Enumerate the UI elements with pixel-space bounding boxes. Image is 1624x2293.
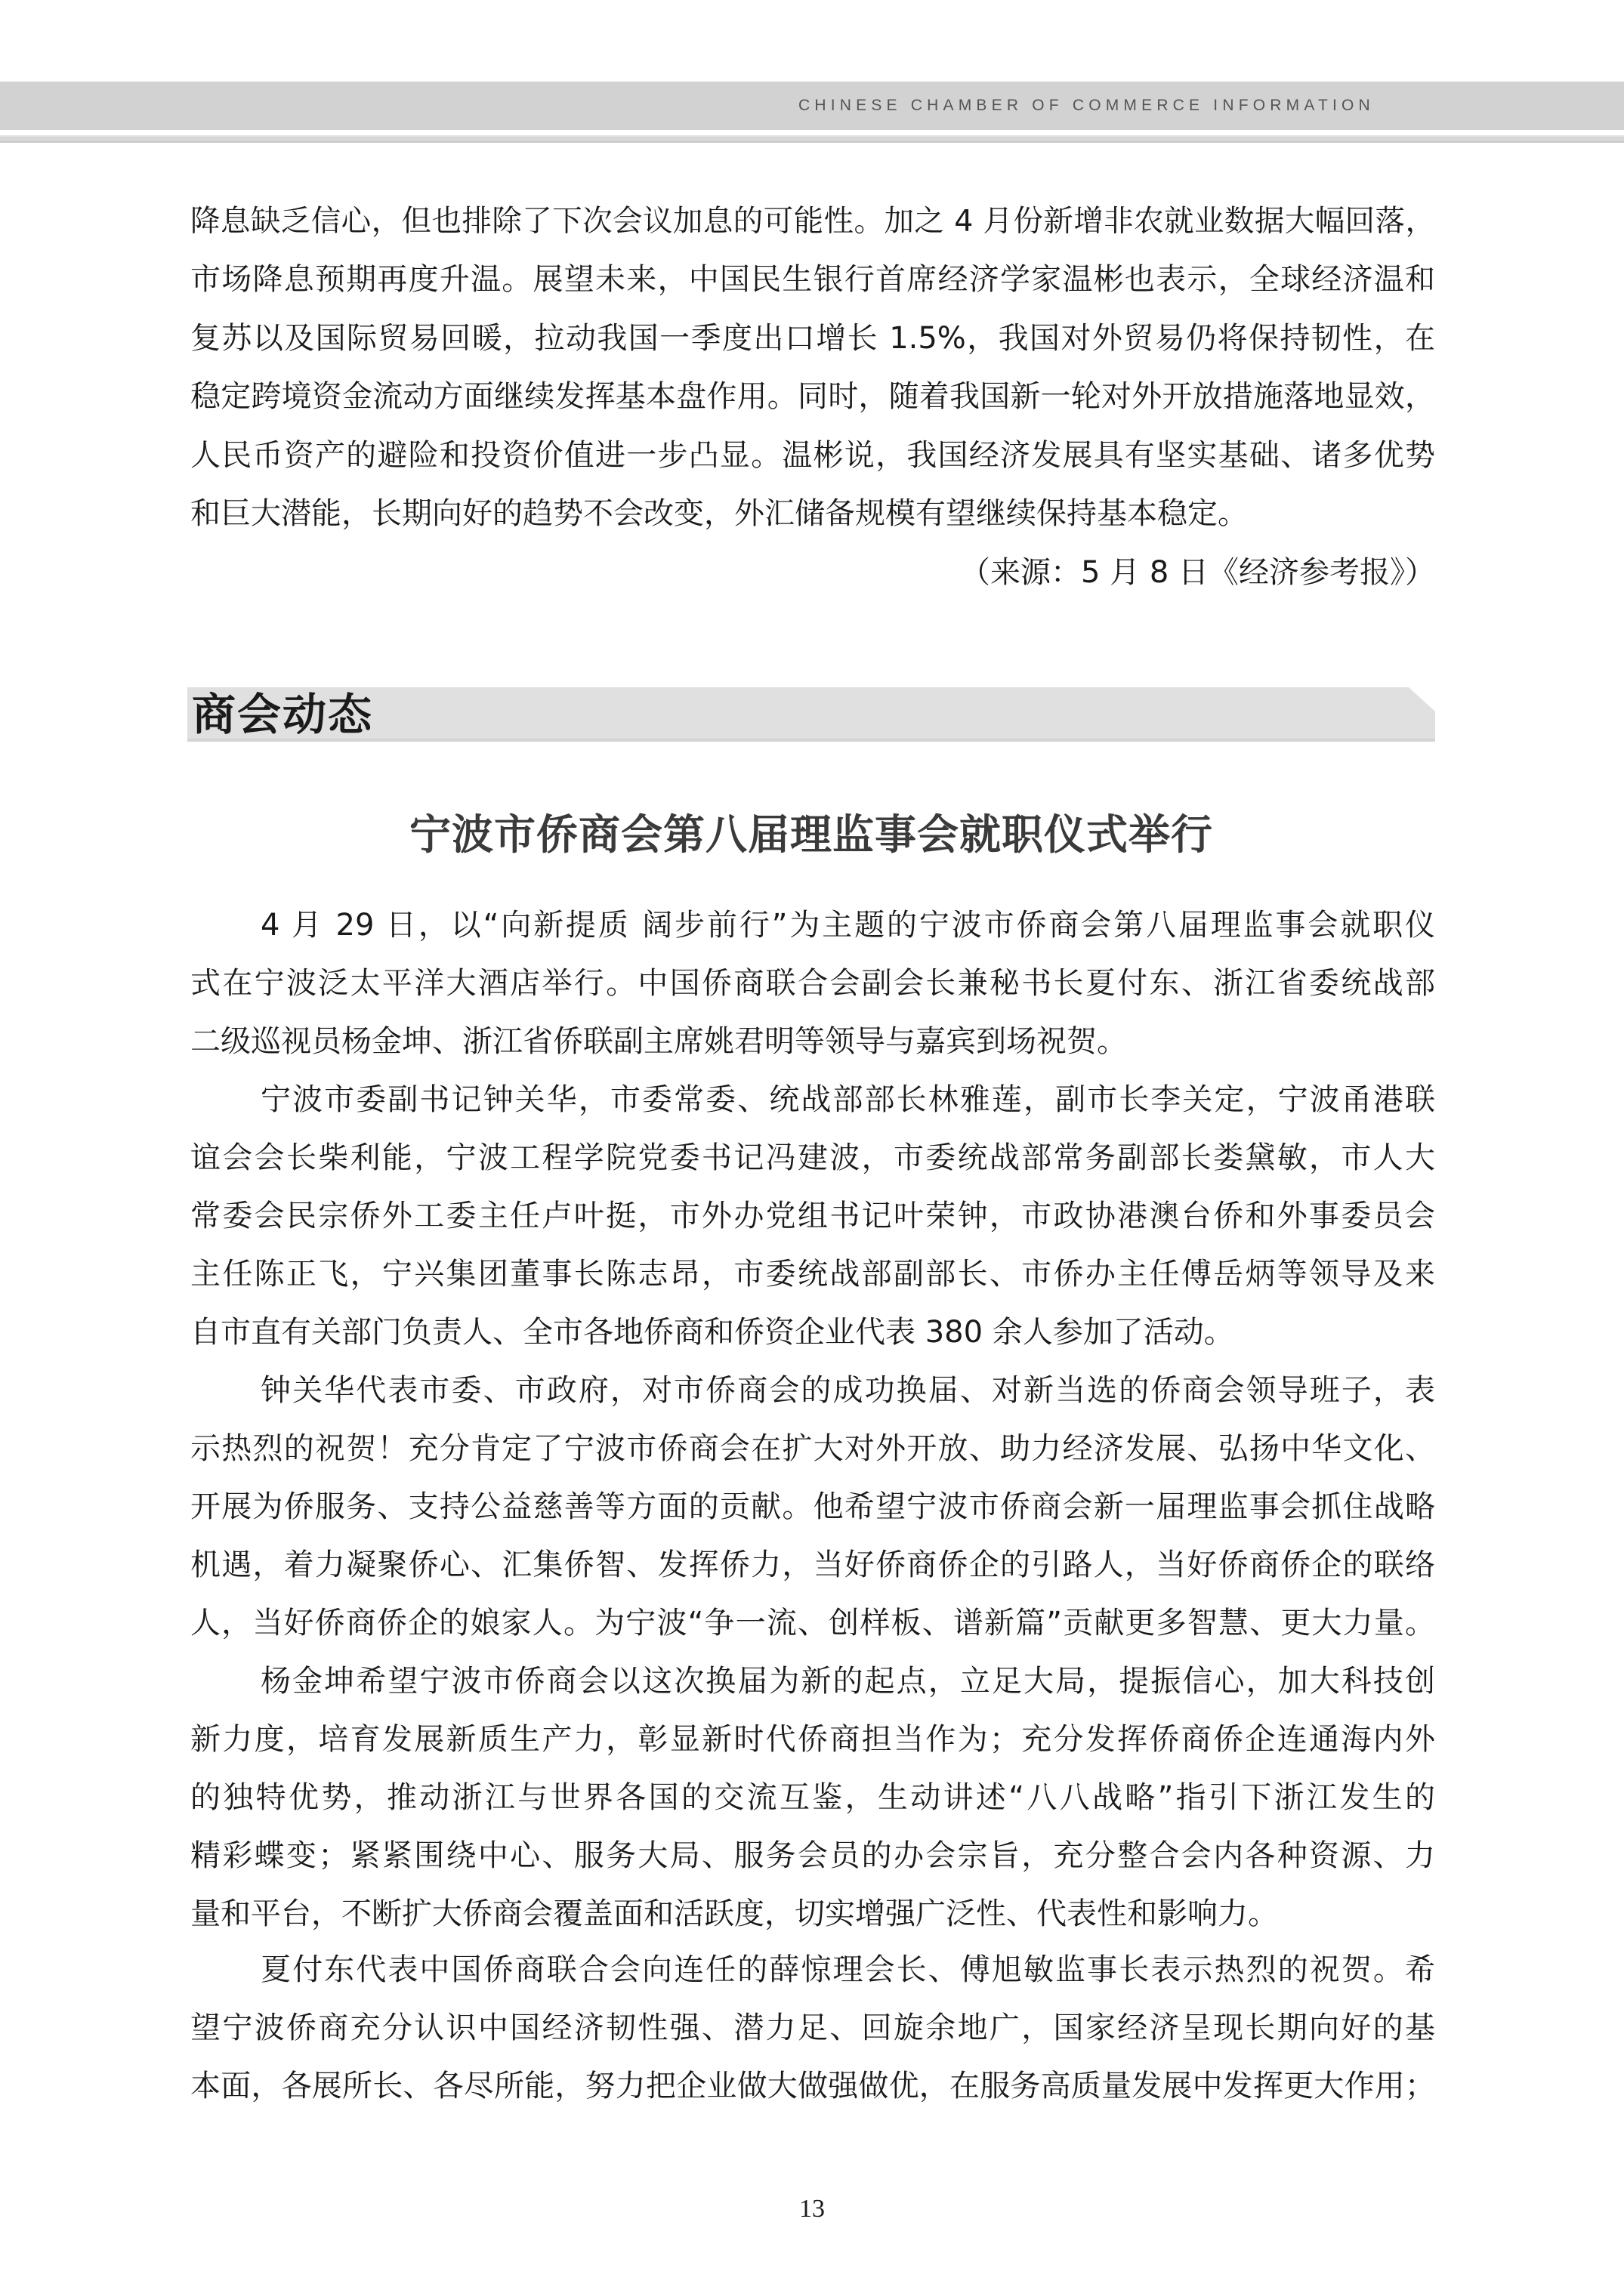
text-line: 降息缺乏信心，但也排除了下次会议加息的可能性。加之 4 月份新增非农就业数据大幅回落， (190, 204, 1435, 239)
text-line: 稳定跨境资金流动方面继续发挥基本盘作用。同时，随着我国新一轮对外开放措施落地显效， (190, 379, 1435, 414)
paragraph-line: 量和平台，不断扩大侨商会覆盖面和活跃度，切实增强广泛性、代表性和影响力。 (190, 1896, 1278, 1931)
paragraph-line: 钟关华代表市委、市政府，对市侨商会的成功换届、对新当选的侨商会领导班子，表 (261, 1373, 1435, 1408)
section-title: 商会动态 (192, 689, 374, 740)
paragraph-line: 示热烈的祝贺！充分肯定了宁波市侨商会在扩大对外开放、助力经济发展、弘扬中华文化、 (190, 1431, 1435, 1466)
paragraph-line: 人，当好侨商侨企的娘家人。为宁波“争一流、创样板、谱新篇”贡献更多智慧、更大力量。 (190, 1606, 1435, 1640)
paragraph-line: 开展为侨服务、支持公益慈善等方面的贡献。他希望宁波市侨商会新一届理监事会抓住战略 (190, 1489, 1435, 1524)
paragraph-line: 本面，各展所长、各尽所能，努力把企业做大做强做优，在服务高质量发展中发挥更大作用； (190, 2069, 1435, 2103)
page-number: 13 (799, 2195, 825, 2223)
paragraph-line: 二级巡视员杨金坤、浙江省侨联副主席姚君明等领导与嘉宾到场祝贺。 (190, 1024, 1127, 1059)
paragraph-line: 望宁波侨商充分认识中国经济韧性强、潜力足、回旋余地广，国家经济呈现长期向好的基 (190, 2011, 1435, 2045)
running-header-title: CHINESE CHAMBER OF COMMERCE INFORMATION (798, 97, 1375, 114)
paragraph-line: 夏付东代表中国侨商联合会向连任的薛惊理会长、傅旭敏监事长表示热烈的祝贺。希 (261, 1952, 1435, 1987)
paragraph-line: 4 月 29 日，以“向新提质 阔步前行”为主题的宁波市侨商会第八届理监事会就职仪 (261, 908, 1435, 943)
paragraph-line: 机遇，着力凝聚侨心、汇集侨智、发挥侨力，当好侨商侨企的引路人，当好侨商侨企的联络 (190, 1548, 1435, 1582)
paragraph-line: 式在宁波泛太平洋大酒店举行。中国侨商联合会副会长兼秘书长夏付东、浙江省委统战部 (190, 966, 1435, 1001)
article-source: （来源：5 月 8 日《经济参考报》） (959, 555, 1435, 590)
article-title: 宁波市侨商会第八届理监事会就职仪式举行 (409, 810, 1213, 859)
paragraph-line: 主任陈正飞，宁兴集团董事长陈志昂，市委统战部副部长、市侨办主任傅岳炳等领导及来 (190, 1257, 1435, 1292)
section-header-bar-edge (187, 739, 1435, 742)
section-header-bar (187, 687, 1435, 742)
text-line: 人民币资产的避险和投资价值进一步凸显。温彬说，我国经济发展具有坚实基础、诸多优势 (190, 438, 1435, 473)
paragraph-line: 精彩蝶变；紧紧围绕中心、服务大局、服务会员的办会宗旨，充分整合会内各种资源、力 (190, 1838, 1435, 1873)
running-header-rule (0, 135, 1624, 143)
text-line: 市场降息预期再度升温。展望未来，中国民生银行首席经济学家温彬也表示，全球经济温和 (190, 262, 1435, 297)
paragraph-line: 常委会民宗侨外工委主任卢叶挺，市外办党组书记叶荣钟，市政协港澳台侨和外事委员会 (190, 1199, 1435, 1233)
paragraph-line: 自市直有关部门负责人、全市各地侨商和侨资企业代表 380 余人参加了活动。 (190, 1315, 1234, 1350)
paragraph-line: 谊会会长柴利能，宁波工程学院党委书记冯建波，市委统战部常务副部长娄黛敏，市人大 (190, 1140, 1435, 1175)
text-line: 和巨大潜能，长期向好的趋势不会改变，外汇储备规模有望继续保持基本稳定。 (190, 496, 1248, 531)
paragraph-line: 宁波市委副书记钟关华，市委常委、统战部部长林雅莲，副市长李关定，宁波甬港联 (261, 1082, 1435, 1117)
paragraph-line: 新力度，培育发展新质生产力，彰显新时代侨商担当作为；充分发挥侨商侨企连通海内外 (190, 1722, 1435, 1757)
paragraph-line: 的独特优势，推动浙江与世界各国的交流互鉴，生动讲述“八八战略”指引下浙江发生的 (190, 1780, 1435, 1815)
paragraph-line: 杨金坤希望宁波市侨商会以这次换届为新的起点，立足大局，提振信心，加大科技创 (261, 1664, 1435, 1699)
text-line: 复苏以及国际贸易回暖，拉动我国一季度出口增长 1.5%，我国对外贸易仍将保持韧性，在 (190, 321, 1435, 356)
